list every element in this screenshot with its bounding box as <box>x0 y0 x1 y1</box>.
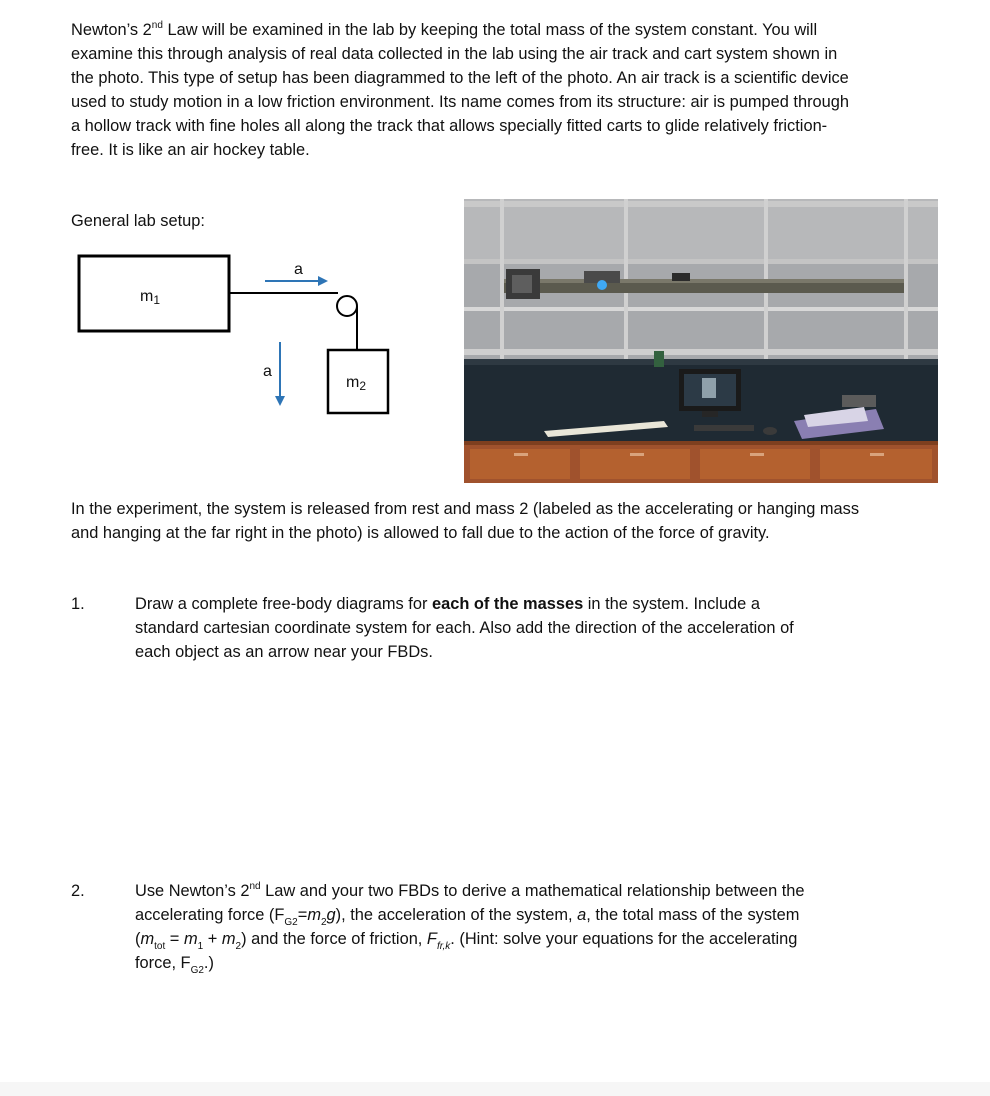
pulley <box>337 296 357 316</box>
accel-vertical-label: a <box>263 363 272 380</box>
lab-photo <box>464 199 938 483</box>
intro-paragraph: Newton’s 2nd Law will be examined in the lab by keeping the total mass of the system constant. You will examine this through analysis of real data collected in the lab using the air track and cart system shown in the photo. This type of setup has been diagrammed to the left of the photo. An air track is a scientific device used to study motion in a low friction environment. Its name comes from its structure: air is pumped through a hollow track with fine holes all along the track that allows specially fitted carts to glide relatively friction-free. It is like an air hockey table. <box>71 19 849 159</box>
page-bottom-edge <box>0 1082 990 1096</box>
accel-vertical-arrowhead <box>275 396 285 406</box>
question-1-text: Draw a complete free-body diagrams for each of the masses in the system. Include a standard cartesian coordinate system for each. Also add the direction of the acceleration of each object as an arrow near your FBDs. <box>135 595 794 661</box>
question-1-number: 1. <box>71 595 85 613</box>
question-2-text: Use Newton’s 2nd Law and your two FBDs to derive a mathematical relationship between the accelerating force $(F_{G2}=m_2g)$, the acceleration of the system, a, the total mass of the system $(m_{tot} = m_1 + m_2)$ and the force of friction, $F_{fr,k}$. (Hint: solve your equations for the accelerating force, $F_{G2}$.) <box>135 880 805 977</box>
mass-2-label: m2 <box>346 374 367 393</box>
setup-label: General lab setup: <box>71 212 205 230</box>
mass-1-label: m1 <box>140 288 161 307</box>
accel-horizontal-arrowhead <box>318 276 328 286</box>
setup-diagram <box>70 250 400 420</box>
experiment-paragraph: In the experiment, the system is released from rest and mass 2 (labeled as the accelerating or hanging mass and hanging at the far right in the photo) is allowed to fall due to the action of the force of gravity. <box>71 500 860 542</box>
question-2-number: 2. <box>71 882 85 900</box>
accel-horizontal-label: a <box>294 261 303 278</box>
